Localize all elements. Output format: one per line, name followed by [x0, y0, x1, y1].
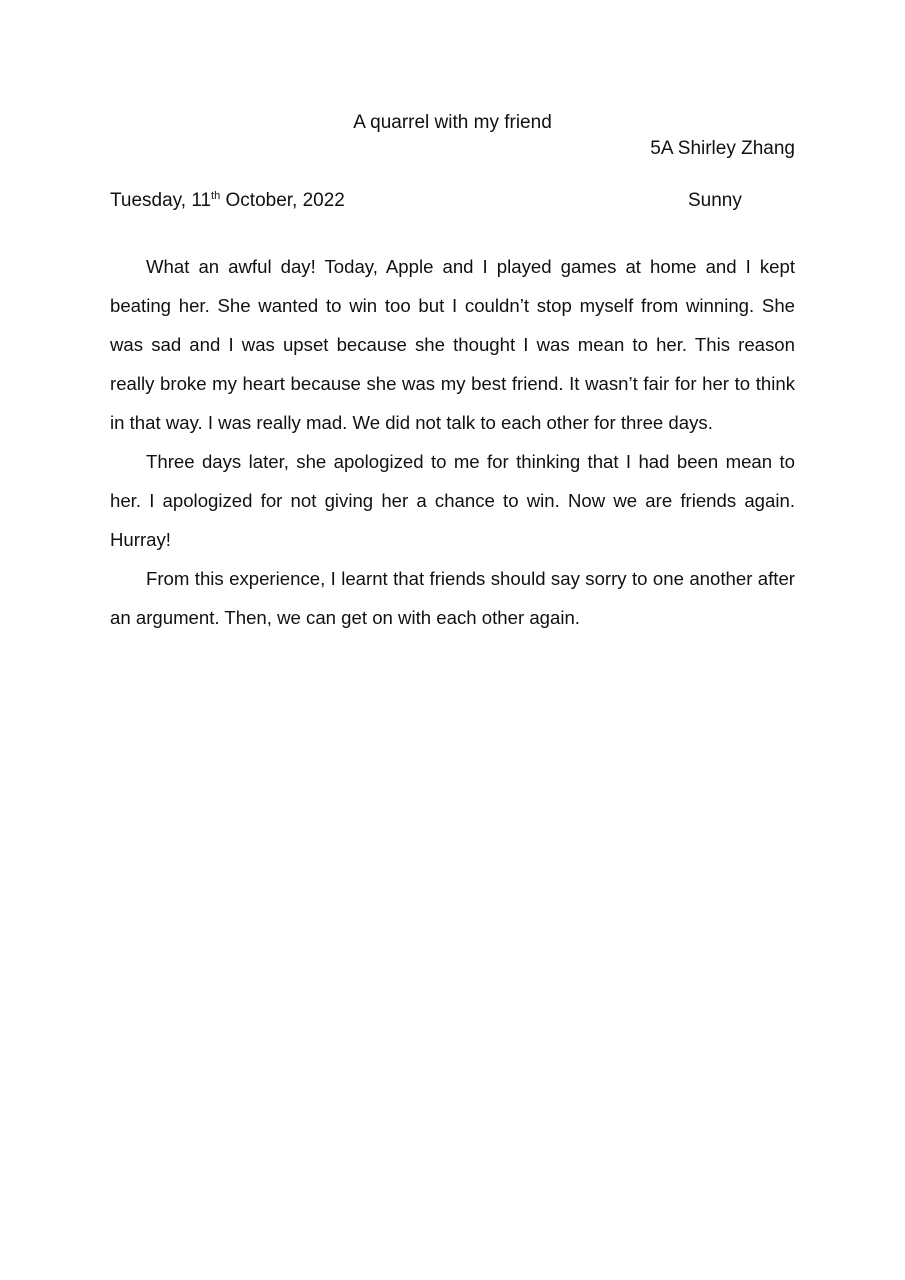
paragraph-1: What an awful day! Today, Apple and I played games at home and I kept beating her. She wanted to win too but I couldn’t stop myself from winning. She was sad and I was upset because she thought I was mean to her. This reason really broke my heart because she was my best friend. It wasn’t fair for her to think in that way. I was really mad. We did not talk to each other for three days.	[110, 256, 795, 433]
date-day: Tuesday, 11	[110, 190, 212, 211]
diary-date	[110, 189, 345, 213]
date-ordinal-suffix: th	[211, 190, 221, 202]
document-title: A quarrel with my friend	[353, 112, 552, 133]
weather-label: Sunny	[688, 190, 742, 211]
author-line: 5A Shirley Zhang	[650, 138, 795, 159]
paragraph-2: Three days later, she apologized to me for thinking that I had been mean to her. I apologized for not giving her a chance to win. Now we are friends again. Hurray!	[110, 451, 795, 550]
date-month-year: October, 2022	[220, 190, 345, 211]
paragraph-3: From this experience, I learnt that friends should say sorry to one another after an argument. Then, we can get on with each other again.	[110, 568, 795, 628]
diary-body	[110, 247, 795, 637]
